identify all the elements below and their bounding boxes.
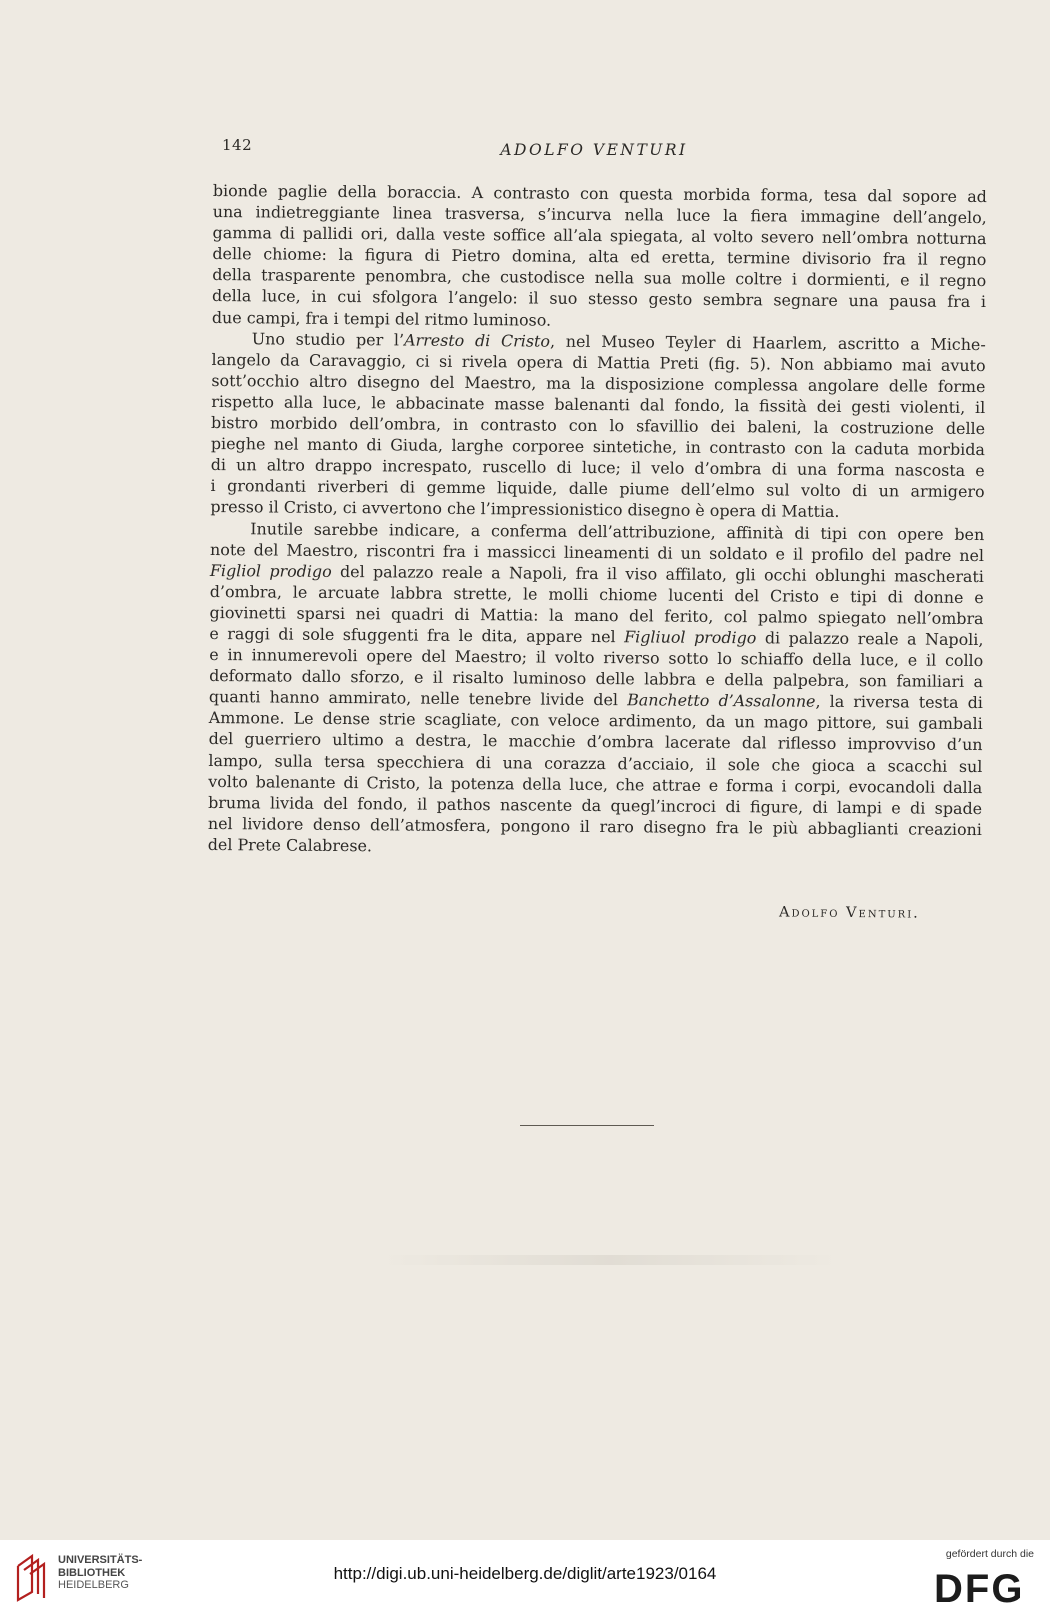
text-line: pieghe nel manto di Giuda, larghe corporee sintetiche, in contrasto con la caduta morbida	[210, 434, 985, 460]
text-line: gamma di pallidi ori, dalla veste soffice all’ala spiegata, al volto severo nell’ombra notturna	[212, 223, 987, 249]
dfg-logo	[934, 1566, 1034, 1606]
text-line: della luce, in cui sfolgora l’angelo: il suo stesso gesto sembra segnare una pausa fra i	[212, 286, 987, 312]
text-line: lampo, sulla tersa specchiera di una corazza d’acciaio, il sole che gioca a scacchi sul	[208, 750, 983, 776]
text-line: quanti hanno ammirato, nelle tenebre livide del Banchetto d’Assalonne, la riversa testa di	[208, 687, 983, 713]
text-line: volto balenante di Cristo, la potenza della luce, che attrae e forma i corpi, evocandoli dalla	[208, 771, 983, 797]
dfg-logo-text: DFG	[934, 1567, 1025, 1606]
text-line: sott’occhio altro disegno del Maestro, ma la disposizione complessa angolare delle forme	[211, 370, 986, 396]
text-line: langelo da Caravaggio, ci si rivela opera di Mattia Preti (fig. 5). Non abbiamo mai avuto	[211, 349, 986, 375]
library-name-line: HEIDELBERG	[58, 1579, 129, 1591]
text-line: Uno studio per l’Arresto di Cristo, nel Museo Teyler di Haarlem, ascritto a Miche-	[251, 328, 986, 354]
text-line: Ammone. Le dense strie scagliate, con veloce ardimento, da un mago pittore, sui gambali	[208, 708, 983, 734]
text-line: nel lividore denso dell’atmosfera, pongono il raro disegno fra le più abbaglianti creazioni	[207, 813, 982, 839]
text-line: una indietreggiante linea trasversa, s’incurva nella luce la fiera immagine dell’angelo,	[212, 202, 987, 228]
text-line: giovinetti sparsi nei quadri di Mattia: la mano del ferito, col palmo spiegato nell’ombra	[209, 602, 984, 628]
text-line: bistro morbido dell’ombra, in contrasto con lo sfavillio dei baleni, la costruzione delle	[211, 413, 986, 439]
article-body	[208, 180, 987, 861]
end-rule	[520, 1125, 654, 1126]
running-title: ADOLFO VENTURI	[500, 141, 688, 159]
text-line: note del Maestro, riscontri fra i massicci lineamenti di un soldato e il profilo del padre nel	[210, 539, 985, 565]
text-line: e in innumerevoli opere del Maestro; il volto riverso sotto lo schiaffo della luce, e il collo	[209, 645, 984, 671]
text-line: due campi, fra i tempi del ritmo luminoso.	[211, 307, 552, 330]
show-through-caption	[380, 1255, 840, 1265]
text-line: del guerriero ultimo a destra, le macchie d’ombra lacerate dal riflesso improvviso d’un	[208, 729, 983, 755]
library-name-line: BIBLIOTHEK	[58, 1566, 126, 1579]
text-line: Figliol prodigo del palazzo reale a Napoli, fra il viso affilato, gli occhi oblunghi mascherati	[209, 560, 984, 586]
text-line: presso il Cristo, ci avvertono che l’impressionistico disegno è opera di Mattia.	[210, 497, 840, 522]
permalink-url[interactable]: http://digi.ub.uni-heidelberg.de/diglit/arte1923/0164	[333, 1564, 717, 1583]
text-line: della trasparente penombra, che custodisce nella sua molle coltre i dormienti, e il regno	[212, 265, 987, 291]
funding-label: gefördert durch die	[945, 1548, 1034, 1560]
running-head	[0, 141, 1050, 159]
text-line: i grondanti riverberi di gemme liquide, dalle piume dell’elmo sul volto di un armigero	[210, 476, 985, 502]
text-line: Inutile sarebbe indicare, a conferma dell’attribuzione, affinità di tipi con opere ben	[250, 518, 985, 544]
text-line: e raggi di sole sfuggenti fra le dita, appare nel Figliuol prodigo di palazzo reale a Napoli,	[209, 623, 984, 650]
text-line: del Prete Calabrese.	[207, 834, 373, 856]
digitization-footer	[0, 1540, 1050, 1617]
text-line: d’ombra, le arcuate labbra strette, le molli chiome lucenti del Cristo e tipi di donne e	[209, 581, 984, 607]
library-name-line: UNIVERSITÄTS-	[58, 1554, 143, 1566]
paragraph	[212, 180, 987, 334]
text-line: rispetto alla luce, le abbacinate masse balenanti dal fondo, la fissità dei gesti violenti, il	[211, 391, 986, 418]
paragraph	[208, 517, 985, 861]
text-line: bruma livida del fondo, il pathos nascente da quegl’incroci di figure, di lampi e di spade	[208, 792, 983, 818]
paragraph	[210, 328, 985, 524]
text-line: delle chiome: la figura di Pietro domina, alta ed eretta, termine divisorio fra il regno	[212, 244, 987, 270]
text-line: di un altro drappo increspato, ruscello di luce; il velo d’ombra di una forma nascosta e	[210, 455, 985, 481]
text-line: deformato dallo sforzo, e il risalto luminoso delle labbra e della palpebra, son familiari a	[209, 666, 984, 692]
author-signature: Adolfo Venturi.	[778, 904, 920, 922]
text-line: bionde paglie della boraccia. A contrasto con questa morbida forma, tesa dal sopore ad	[212, 180, 987, 207]
page-number: 142	[222, 136, 253, 154]
